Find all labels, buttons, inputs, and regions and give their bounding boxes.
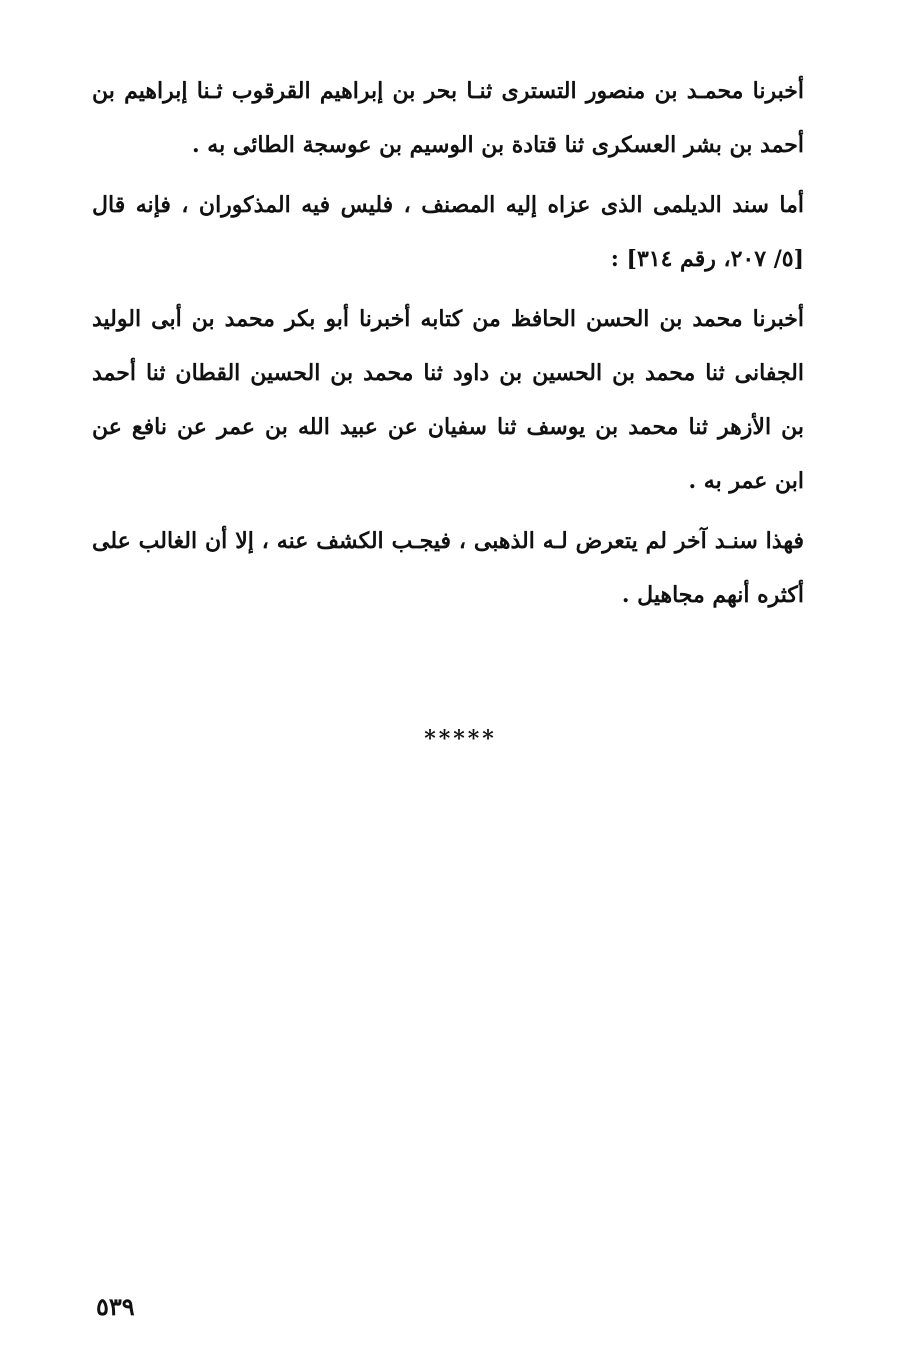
paragraph-3: أخبرنا محمد بن الحسن الحافظ من كتابه أخبرنا أبو بكر محمد بن أبى الوليد الجفانى ثنا محمد بن الحسين بن داود ثنا محمد بن الحسين القطان ثنا أحمد بن الأزهر ثنا محمد بن يوسف ثنا سفيان عن عبيد الله بن عمر عن نافع عن ابن عمر به . <box>92 306 804 494</box>
section-separator: ***** <box>424 726 497 752</box>
paragraph-1: أخبرنا محمـد بن منصور التسترى ثنـا بحر بن إبراهيم القرقوب ثـنا إبراهيم بن أحمد بن بشر العسكرى ثنا قتادة بن الوسيم بن عوسجة الطائى به . <box>92 78 804 158</box>
paragraph-4: فهذا سنـد آخر لم يتعرض لـه الذهبى ، فيجـب الكشف عنه ، إلا أن الغالب على أكثره أنهم مجاهيل . <box>92 528 804 608</box>
page-number: ٥٣٩ <box>96 1292 135 1321</box>
paragraph-2: أما سند الديلمى الذى عزاه إليه المصنف ، فليس فيه المذكوران ، فإنه قال [٥/ ٢٠٧، رقم ٣١٤] : <box>92 192 804 272</box>
main-text <box>92 64 804 628</box>
